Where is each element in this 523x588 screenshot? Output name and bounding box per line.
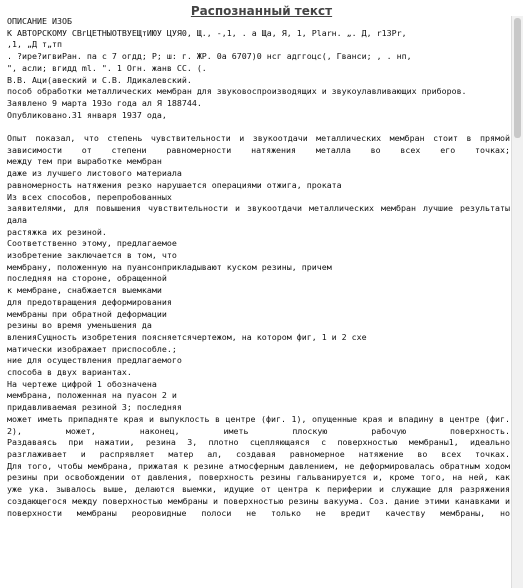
text-line: матически изображает приспособле.; <box>7 343 177 354</box>
text-line: растяжка их резиной. <box>7 226 107 237</box>
meta-line: Опубликовано.31 января 1937 ода, <box>7 109 167 120</box>
vertical-scrollbar[interactable] <box>511 16 523 588</box>
scrollbar-thumb[interactable] <box>514 18 521 138</box>
text-line: резины во время уменьшения да <box>7 320 152 331</box>
text-line: придавливаемая резиной 3; последняя <box>7 402 182 413</box>
meta-line: В.В. Аци(авеский и С.В. Лдикалевский. <box>7 74 192 85</box>
text-line: между тем при выработке мембран <box>7 156 162 167</box>
text-line: мембрану, положенную на пуансонприкладывают куском резины, причем <box>7 261 332 272</box>
text-line: Соответственно этому, предлагаемое <box>7 238 177 249</box>
meta-line: ", асли; вгидд ml. ". 1 Огн. жанв СС. (. <box>7 62 207 73</box>
text-line: Для того, чтобы мембрана, прижатая к резине атмосферным давлением, не деформировалась обратным ходом резины при освобождении от давления, поверхность резины гальванируется и, кроме того, на ней, как уже ука. зывалось выше, делаются выемки, идущие от центра к периферии и служащие для разряжения создающегося между поверхностью мембраны и поверхностью резины вакуума. Соз. дание этими канавками и поверхности мембраны реоровидные полоси не только не вредит качеству мембраны, но <box>7 460 510 518</box>
text-line: заявителями, для повышения чувствительности и звукоотдачи металлических мембран лучшие результаты дала <box>7 203 510 225</box>
text-line: для предотвращения деформирования <box>7 296 172 307</box>
text-line: последняя на стороне, обращенной <box>7 273 167 284</box>
recognized-text <box>0 16 510 519</box>
text-line: Раздаваясь при нажатии, резина 3, плотно сцепляющаяся с поверхностью мембраны1, идеально разглаживает и распрявляет матер ал, создавая равномерное натяжение во всех точках. <box>7 437 510 459</box>
recognized-text-area[interactable] <box>0 16 510 588</box>
text-line: даже из лучшего листового материала <box>7 168 182 179</box>
meta-line: ОПИСАНИЕ ИЗОБ <box>7 16 72 26</box>
text-line: На чертеже цифрой 1 обозначена <box>7 378 157 389</box>
meta-line: К АВТОРСКОМУ СВгЦЕТНЫОТВУЕЩтИЮУ ЦУЯ0, Щ., -,1, . а Ща, Я, 1, Plarн. „. Д, r13Pr, <box>7 27 407 38</box>
text-line: может иметь припадняте края и выпуклость в центре (фиг. 1), опущенные края и впадину в центре (фиг. 2), может, наконец, иметь плоскую рабочую поверхность. <box>7 413 510 436</box>
text-line: Из всех способов, перепробованных <box>7 191 172 202</box>
paragraph-gap <box>7 121 510 133</box>
meta-line: ,1, „Д т„тп <box>7 39 62 50</box>
meta-line: Заявлено 9 марта 193о года ал Я 188744. <box>7 97 202 108</box>
text-line: вленияСущность изобретения поясняетсячертежом, на котором фиг, 1 и 2 схе <box>7 331 367 342</box>
text-line: ние для осуществления предлагаемого <box>7 355 182 366</box>
page-header <box>0 0 523 18</box>
text-line: к мембране, снабжается выемками <box>7 285 162 296</box>
text-line: мембрана, положенная на пуасон 2 и <box>7 390 177 401</box>
text-line: мембраны при обратной деформации <box>7 308 167 319</box>
page-title: Распознанный текст <box>190 4 333 18</box>
text-line: равномерность натяжения резко нарушается операциями отжига, проката <box>7 179 342 190</box>
text-line: способа в двух вариантах. <box>7 367 132 378</box>
meta-line: пособ обработки металлических мембран для звуковоспроизводящих и звукоулавливающих приборов. <box>7 86 467 97</box>
text-line: изобретение заключается в том, что <box>7 250 177 261</box>
meta-line: . ?ире?игвиРан. па с 7 огдд; Р; ш: г. ЖР. 0а 6707)0 нсг адггоцс(, Гванси; , . нп, <box>7 51 412 62</box>
text-line: Опыт показал, что степень чувствительности и звукоотдачи металлических мембран стоит в прямой зависимости от степени равномерности натяжения металла во всех его точках; <box>7 133 510 155</box>
